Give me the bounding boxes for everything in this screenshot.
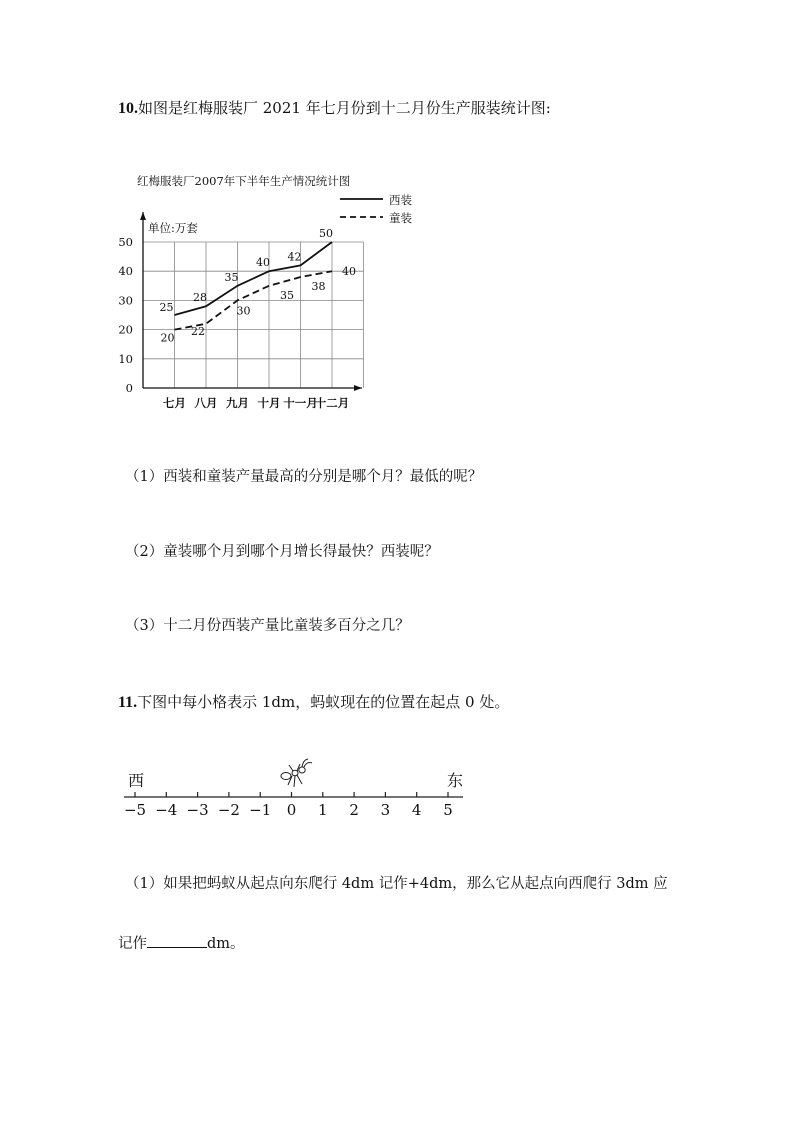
number-line-tick-label: −1 xyxy=(249,801,272,819)
line-chart xyxy=(0,160,420,420)
number-line-tick-label: −2 xyxy=(217,801,240,819)
x-tick-label: 七月 xyxy=(163,396,186,410)
east-label: 东 xyxy=(447,771,464,790)
data-label: 20 xyxy=(160,331,175,345)
data-label: 35 xyxy=(224,270,239,284)
y-axis-arrow xyxy=(140,212,146,220)
data-label: 50 xyxy=(319,227,333,240)
data-label: 30 xyxy=(236,304,251,318)
x-tick-label: 十二月 xyxy=(314,396,350,410)
chart-series xyxy=(175,242,333,330)
question-10-sub-3: （3）十二月份西装产量比童装多百分之几？ xyxy=(125,618,410,634)
number-line-tick-label: 1 xyxy=(318,801,328,819)
question-11-title xyxy=(118,691,509,712)
answer-suffix: dm。 xyxy=(207,936,245,952)
data-label: 28 xyxy=(193,291,207,305)
x-tick-label: 八月 xyxy=(194,396,218,410)
data-label: 38 xyxy=(311,280,326,294)
chart-legend xyxy=(340,193,412,225)
y-tick-label: 0 xyxy=(125,381,133,395)
number-line-tick-label: 2 xyxy=(349,801,359,819)
number-line-tick-label: 4 xyxy=(411,801,422,819)
number-line-tick-label: 0 xyxy=(286,801,297,819)
y-tick-label: 30 xyxy=(118,293,133,308)
legend-label-suit: 西装 xyxy=(389,193,412,207)
chart-unit-label: 单位:万套 xyxy=(148,221,198,235)
data-label: 40 xyxy=(256,256,270,270)
x-tick-label: 十月 xyxy=(257,396,281,410)
data-label: 42 xyxy=(287,250,302,264)
legend-label-kids: 童装 xyxy=(389,211,412,225)
number-line-tick-label: 3 xyxy=(380,801,391,819)
question-10-number: 10. xyxy=(118,100,138,117)
chart-x-tick-labels xyxy=(163,396,349,410)
y-tick-label: 40 xyxy=(118,264,133,279)
number-line-tick-label: −4 xyxy=(155,801,178,819)
question-10-title xyxy=(118,97,551,118)
number-line-tick-labels xyxy=(124,801,453,819)
number-line-tick-label: −3 xyxy=(186,801,209,819)
question-11-text: 下图中每小格表示 1dm，蚂蚁现在的位置在起点 0 处。 xyxy=(137,693,510,711)
data-label: 35 xyxy=(280,288,294,302)
x-axis-arrow xyxy=(354,385,362,391)
ant-icon xyxy=(281,759,312,787)
y-tick-label: 20 xyxy=(118,322,133,337)
question-11-sub-1-line-1: （1）如果把蚂蚁从起点向东爬行 4dm 记作+4dm，那么它从起点向西爬行 3dm 应 xyxy=(125,876,668,892)
question-11-number: 11. xyxy=(118,694,138,711)
answer-blank[interactable] xyxy=(147,933,207,948)
data-label: 40 xyxy=(342,265,356,279)
question-11-sub-1-line-2 xyxy=(118,932,245,953)
y-tick-label: 10 xyxy=(118,351,133,366)
question-10-sub-1: （1）西装和童装产量最高的分别是哪个月？最低的呢？ xyxy=(125,469,483,485)
west-label: 西 xyxy=(128,771,145,790)
x-tick-label: 九月 xyxy=(226,396,249,410)
y-tick-label: 50 xyxy=(118,235,133,249)
data-label: 25 xyxy=(159,301,174,314)
chart-title: 红梅服装厂2007年下半年生产情况统计图 xyxy=(137,174,351,188)
answer-prefix: 记作 xyxy=(118,936,147,952)
question-10-text: 如图是红梅服装厂 2021 年七月份到十二月份生产服装统计图: xyxy=(138,99,551,117)
data-label: 22 xyxy=(191,324,205,338)
number-line-ticks xyxy=(135,792,448,797)
x-tick-label: 十一月 xyxy=(283,396,318,410)
number-line-tick-label: 5 xyxy=(443,801,453,819)
question-10-sub-2: （2）童装哪个月到哪个月增长得最快？西装呢？ xyxy=(125,544,439,560)
chart-y-tick-labels xyxy=(118,235,133,395)
number-line-tick-label: −5 xyxy=(123,801,147,819)
number-line xyxy=(0,755,480,825)
